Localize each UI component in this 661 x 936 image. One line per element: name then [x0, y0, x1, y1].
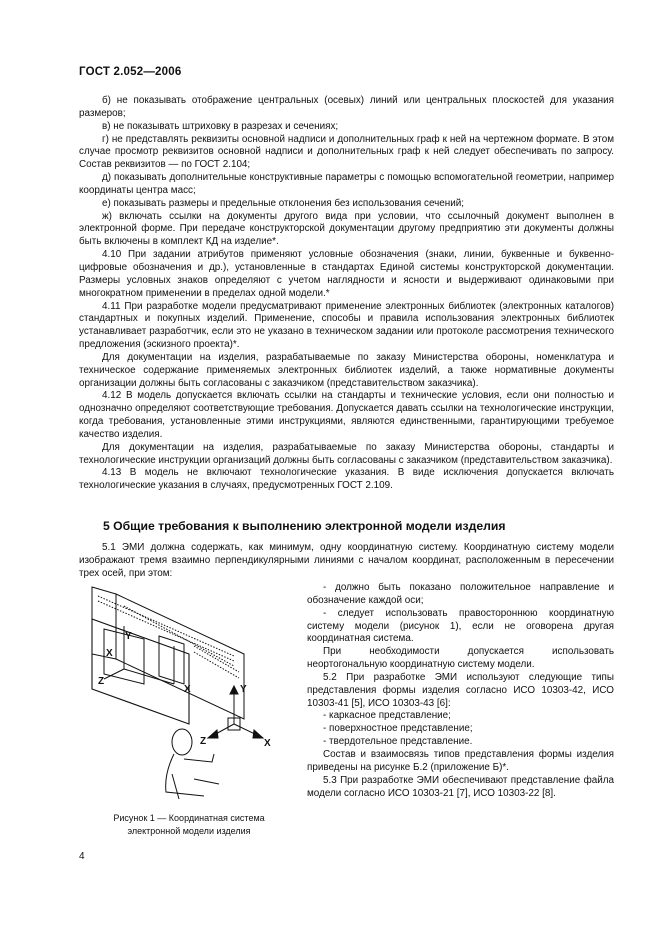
document-header: ГОСТ 2.052—2006 — [79, 66, 182, 78]
axis-label-y: Y — [240, 684, 247, 695]
main-text — [79, 95, 614, 493]
paragraph: Состав и взаимосвязь типов представления формы изделия приведены на рисунке Б.2 (приложение Б)*. — [307, 748, 614, 773]
paragraph: 5.1 ЭМИ должна содержать, как минимум, одну координатную систему. Координатную систему модели изображают тремя взаимно перпендикулярными линиями с началом координат, расположенным в пересечении трех осей, при этом: — [79, 542, 614, 579]
list-item: - каркасное представление; — [323, 710, 451, 722]
paragraph: Для документации на изделия, разрабатываемые по заказу Министерства обороны, номенклатура и техническое содержание применяемых электронных библиотек изделий, а также нормативные документы организации должны быть согласованы с заказчиком (представительством заказчика). — [79, 351, 614, 389]
axis-label-z: Z — [98, 676, 105, 687]
axis-label-x: X — [106, 648, 113, 659]
paragraph: Для документации на изделия, разрабатываемые по заказу Министерства обороны, стандарты и технологические инструкции организаций должны быть согласованы с заказчиком (представительством заказчика). — [79, 441, 614, 466]
figure-caption — [84, 812, 294, 838]
section-intro — [79, 542, 614, 581]
section-title: 5 Общие требования к выполнению электронной модели изделия — [103, 519, 506, 533]
axis-label-x: X — [264, 738, 271, 749]
paragraph: При необходимости допускается использовать неортогональную координатную систему модели. — [307, 646, 614, 671]
list-item: - должно быть показано положительное направление и обозначение каждой оси; — [307, 582, 614, 606]
caption-line: Рисунок 1 — Координатная система — [113, 813, 265, 823]
paragraph: 4.12 В модель допускается включать ссылки на стандарты и технические условия, если они полностью и однозначно определяют соответствующие требования. Допускается давать ссылки на технологические инструкции, когда требования, установленные этими инструкциями, являются единственными, гарантирующими требуемое качество изделия. — [79, 390, 614, 440]
paragraph: б) не показывать отображение центральных (осевых) линий или центральных плоскостей для указания размеров; — [79, 95, 614, 119]
paragraph: е) показывать размеры и предельные отклонения без использования сечений; — [102, 197, 464, 209]
paragraph: 5.2 При разработке ЭМИ используют следующие типы представления формы изделия согласно ИСО 10303-42, ИСО 10303-41 [5], ИСО 10303-43 [6]: — [307, 671, 614, 709]
list-item: - твердотельное представление. — [323, 736, 473, 748]
paragraph: 4.10 При задании атрибутов применяют условные обозначения (знаки, линии, буквенные и буквенно-цифровые обозначения и др.), установленные в стандартах Единой системы конструкторской документации. Размеры условных знаков определяют с учетом наглядности и ясности и выдерживают одинаковыми при многократном применении в пределах одной модели.* — [79, 249, 614, 299]
page-number: 4 — [79, 851, 85, 862]
axis-label-x: X — [184, 684, 191, 695]
paragraph: 4.13 В модель не включают технологические указания. В виде исключения допускается включать технологические указания в случаях, предусмотренных ГОСТ 2.109. — [79, 467, 614, 492]
coordinate-system-figure — [84, 584, 294, 804]
paragraph: г) не представлять реквизиты основной надписи и дополнительных граф к ней на чертежном формате. В этом случае просмотр реквизитов основной надписи и дополнительных граф к ней следует обеспечивать по запросу. Состав реквизитов — по ГОСТ 2.104; — [79, 133, 614, 171]
right-column-text — [307, 582, 614, 800]
paragraph: в) не показывать штриховку в разрезах и сечениях; — [102, 120, 339, 132]
axis-label-z: Z — [200, 736, 207, 747]
list-item: - поверхностное представление; — [323, 723, 473, 735]
list-item: - следует использовать правостороннюю координатную систему модели (рисунок 1), если не оговорена другая координатная система. — [307, 607, 614, 645]
paragraph: 4.11 При разработке модели предусматривают применение электронных библиотек (электронных каталогов) стандартных и покупных изделий. Применение, способы и правила использования электронных библиотек устанавливает разработчик, если это не указано в техническом задании или протоколе рассмотрения технического предложения (эскизного проекта)*. — [79, 300, 614, 351]
paragraph: ж) включать ссылки на документы другого вида при условии, что ссылочный документ выполнен в электронной форме. При передаче конструкторской документации другому предприятию эти документы должны быть включены в комплект КД на изделие*. — [79, 210, 614, 248]
paragraph: 5.3 При разработке ЭМИ обеспечивают представление файла модели согласно ИСО 10303-21 [7], ИСО 10303-22 [8]. — [307, 774, 614, 799]
paragraph: д) показывать дополнительные конструктивные параметры с помощью вспомогательной геометрии, например координаты центра масс; — [79, 172, 614, 196]
axis-label-y: Y — [125, 631, 132, 642]
caption-line: электронной модели изделия — [127, 826, 251, 836]
